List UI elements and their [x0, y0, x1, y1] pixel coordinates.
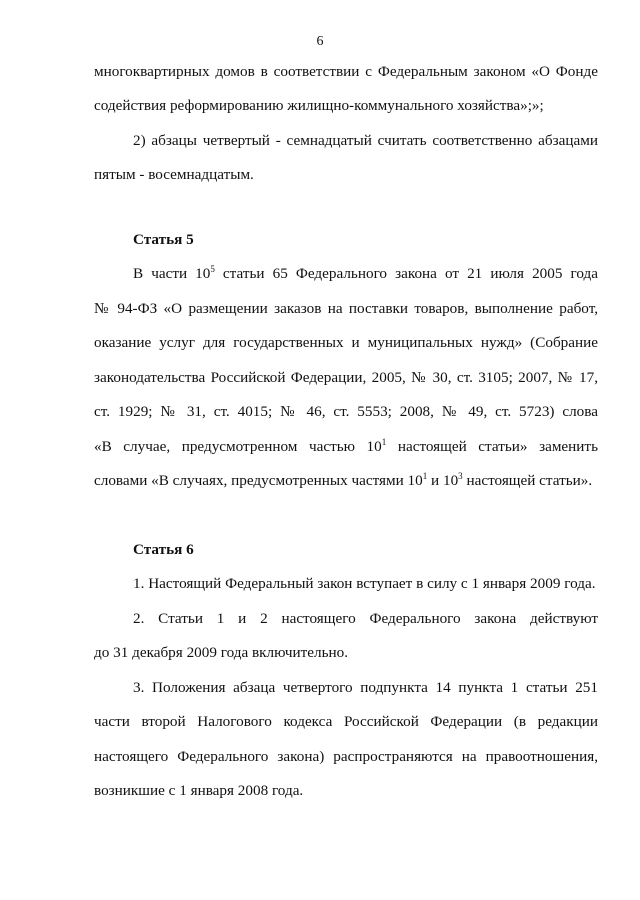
text-line: части второй Налогового кодекса Российской Федерации (в редакции	[94, 713, 598, 730]
text-line: № 94-ФЗ «О размещении заказов на поставки товаров, выполнение работ,	[94, 300, 598, 317]
text-line: 2. Статьи 1 и 2 настоящего Федерального закона действуют	[133, 610, 598, 627]
text-run: В части 10	[133, 265, 211, 282]
text-line: до 31 декабря 2009 года включительно.	[94, 644, 349, 661]
text-run: настоящей статьи».	[462, 472, 593, 489]
text-line: пятым - восемнадцатым.	[94, 166, 254, 183]
text-line	[94, 438, 598, 456]
text-run: «В случае, предусмотренном частью 10	[94, 438, 382, 455]
superscript: 1	[422, 471, 428, 481]
article-6-heading: Статья 6	[133, 541, 194, 558]
text-line: 1. Настоящий Федеральный закон вступает в силу с 1 января 2009 года.	[133, 575, 596, 592]
superscript: 1	[381, 437, 387, 447]
text-line: законодательства Российской Федерации, 2005, № 30, ст. 3105; 2007, № 17,	[94, 369, 598, 386]
article-5-heading: Статья 5	[133, 231, 194, 248]
page-number: 6	[316, 34, 324, 49]
text-line: 3. Положения абзаца четвертого подпункта 14 пункта 1 статьи 251	[133, 679, 598, 696]
text-run: статьи 65 Федерального закона от 21 июля 2005 года	[214, 265, 598, 282]
text-line: многоквартирных домов в соответствии с Федеральным законом «О Фонде	[94, 63, 598, 80]
text-line: оказание услуг для государственных и муниципальных нужд» (Собрание	[94, 334, 598, 351]
text-run: и 10	[427, 472, 459, 489]
text-run: словами «В случаях, предусмотренных частями 10	[94, 472, 423, 489]
text-line	[94, 472, 598, 490]
text-line: настоящего Федерального закона) распространяются на правоотношения,	[94, 748, 598, 765]
superscript: 3	[458, 471, 463, 481]
text-line: 2) абзацы четвертый - семнадцатый считать соответственно абзацами	[133, 132, 598, 149]
text-line: ст. 1929; № 31, ст. 4015; № 46, ст. 5553; 2008, № 49, ст. 5723) слова	[94, 403, 598, 420]
text-line: содействия реформированию жилищно-коммунального хозяйства»;»;	[94, 97, 544, 114]
superscript: 5	[210, 264, 215, 274]
text-run: настоящей статьи» заменить	[386, 438, 598, 455]
text-line: возникшие с 1 января 2008 года.	[94, 782, 304, 799]
text-line	[133, 265, 598, 283]
